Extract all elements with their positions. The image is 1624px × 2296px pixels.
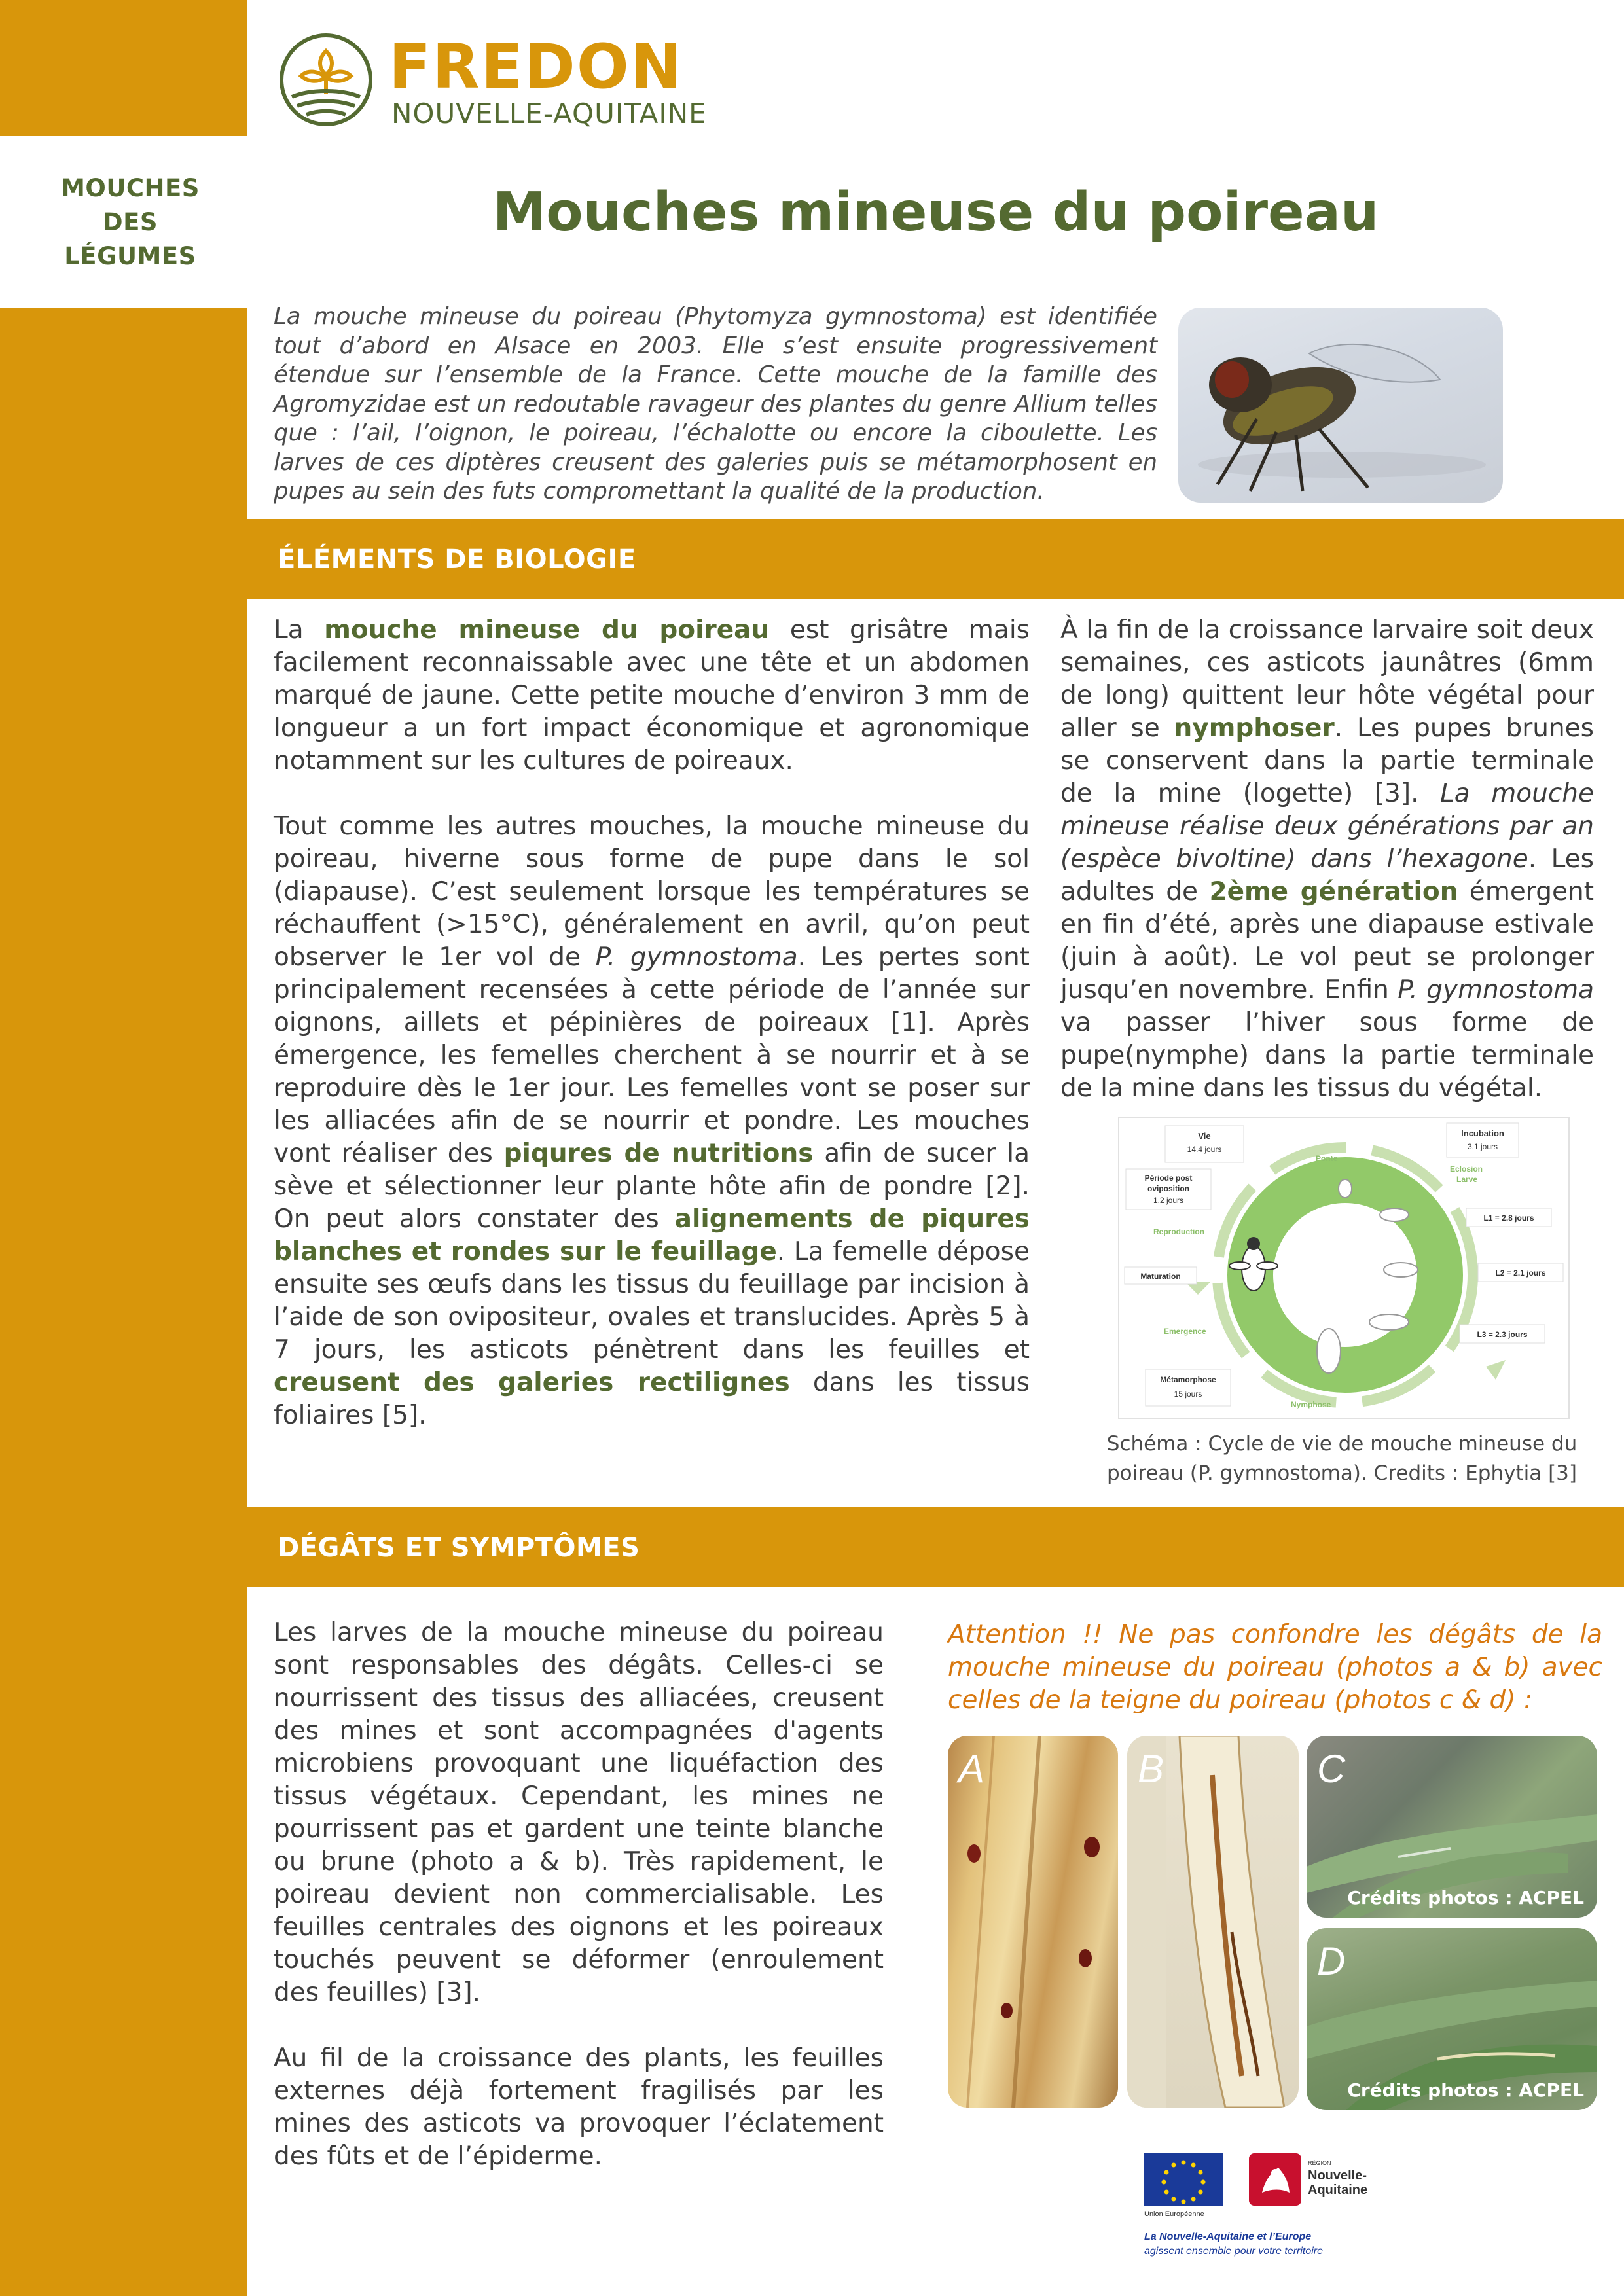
eu-flag-icon (1144, 2153, 1223, 2206)
section-title-biology: ÉLÉMENTS DE BIOLOGIE (278, 545, 636, 575)
cycle-stage: Eclosion (1450, 1164, 1483, 1174)
text-run: Tout comme les autres mouches, la mouche mineuse du poireau, hiverne sous forme de pupe dans le sol (diapause). C’est seulement lorsque les températures se réchauffent (>15°C), généralement en avril, qu’on peut observer le 1er vol de (274, 812, 1030, 972)
side-bar (0, 0, 247, 2296)
cycle-stage: Larve (1456, 1175, 1478, 1184)
highlight-text: nymphoser (1174, 713, 1335, 743)
photo-b (1127, 1736, 1299, 2108)
damage-paragraph: Au fil de la croissance des plants, les feuilles externes déjà fortement fragilisés par les mines des asticots va provoquer l’éclatement des fûts et de l’épiderme. (274, 2043, 884, 2171)
biology-left-column (274, 614, 1030, 1432)
cycle-value: 1.2 jours (1153, 1196, 1184, 1205)
partner-logos (1144, 2153, 1406, 2284)
photo-letter: D (1317, 1939, 1346, 1983)
category-line: MOUCHES (61, 174, 200, 202)
text-run: . Les pertes sont principalement recensées à cette période de l’année sur oignons, aillets et pépinières de poireaux [1]. Après émergence, les femelles cherchent à se nourrir et à se reproduire dès le 1er jour. Les femelles vont se poser sur les alliacées afin de se nourrir et pondre. Les mouches vont réaliser des (274, 942, 1030, 1168)
page-title: Mouches mineuse du poireau (492, 181, 1379, 243)
photo-credit: Crédits photos : ACPEL (1347, 2079, 1584, 2101)
partner-tagline: La Nouvelle-Aquitaine et l’Europe (1144, 2231, 1312, 2242)
text-run: émergent en fin d’été, après une diapause estivale (juin à août). Le vol peut se prolonger jusqu’en novembre. Enfin (1060, 877, 1594, 1005)
fredon-logo (278, 31, 801, 136)
photo-letter: A (958, 1747, 985, 1791)
fly-photo (1178, 308, 1503, 503)
cycle-label: Maturation (1140, 1272, 1181, 1281)
cycle-value: 15 jours (1174, 1390, 1202, 1399)
region-logo-icon (1249, 2153, 1301, 2206)
cycle-value: 14.4 jours (1187, 1145, 1222, 1154)
highlight-text: mouche mineuse du poireau (324, 615, 770, 645)
text-run: afin de sucer la sève et sélectionner leur plante hôte afin de pondre [2]. On peut alors constater des (274, 1139, 1030, 1234)
fredon-leaf-icon (278, 31, 374, 128)
species-name: P. gymnostoma (1398, 975, 1594, 1005)
warning-text: Attention !! Ne pas confondre les dégâts de la mouche mineuse du poireau (photos a & b) avec celles de la teigne du poireau (photos c & d) : (948, 1620, 1602, 1715)
category-label (26, 171, 234, 274)
species-name: P. gymnostoma (595, 942, 798, 972)
text-run: . La femelle dépose ensuite ses œufs dans les tissus du feuillage par incision à l’aide de son ovipositeur, ovales et translucides. Après 5 à 7 jours, les asticots pénètrent dans les feuilles et (274, 1237, 1030, 1365)
text-run: À la fin de la croissance larvaire soit deux semaines, ces asticots jaunâtres (6mm de long) quittent leur hôte végétal pour aller se (1060, 615, 1594, 743)
biology-paragraph (1060, 614, 1594, 1105)
cycle-label: Vie (1198, 1131, 1211, 1141)
text-run: dans les tissus foliaires [5]. (274, 1368, 1030, 1430)
photo-b-detail (1127, 1736, 1299, 2108)
biology-right-column (1060, 614, 1594, 1105)
logo-region: NOUVELLE-AQUITAINE (391, 98, 707, 130)
category-line: DES (102, 208, 158, 236)
cycle-stage: Reproduction (1153, 1227, 1204, 1236)
caption-line: Schéma : Cycle de vie de mouche mineuse du (1106, 1432, 1578, 1456)
text-run: va passer l’hiver sous forme de pupe(nymphe) dans la partie terminale de la mine dans les tissus du végétal. (1060, 1008, 1594, 1103)
cycle-value: L1 = 2.8 jours (1483, 1213, 1534, 1223)
cycle-label: oviposition (1147, 1184, 1189, 1193)
fly-illustration (1178, 308, 1503, 503)
photo-credit: Crédits photos : ACPEL (1347, 1887, 1584, 1909)
caption-line: poireau (P. gymnostoma). Credits : Ephytia [3] (1107, 1462, 1577, 1485)
text-run: est grisâtre mais facilement reconnaissable avec une tête et un abdomen marqué de jaune. Cette petite mouche d’environ 3 mm de longueur a un fort impact économique et agronomique notamment sur les cultures de poireaux. (274, 615, 1030, 776)
category-line: LÉGUMES (64, 242, 196, 270)
cycle-label: Incubation (1461, 1128, 1504, 1138)
biology-paragraph (274, 614, 1030, 778)
section-title-damage: DÉGÂTS ET SYMPTÔMES (278, 1533, 640, 1563)
photo-d (1307, 1928, 1597, 2110)
cycle-value: 3.1 jours (1467, 1142, 1498, 1151)
cycle-label: Métamorphose (1160, 1375, 1216, 1384)
text-run: . Les adultes de (1060, 844, 1594, 906)
highlight-text: piqures de nutritions (503, 1139, 814, 1168)
cycle-value: L2 = 2.1 jours (1495, 1268, 1546, 1278)
photo-a-detail (948, 1736, 1118, 2108)
cycle-stage: Emergence (1164, 1327, 1206, 1336)
logo-name: FREDON (389, 31, 683, 103)
photo-letter: B (1138, 1747, 1164, 1791)
partner-tagline: agissent ensemble pour votre territoire (1144, 2246, 1324, 2257)
photo-a (948, 1736, 1118, 2108)
diagram-caption (1060, 1429, 1623, 1488)
biology-paragraph (274, 810, 1030, 1432)
region-small-label: RÉGION (1308, 2160, 1331, 2166)
highlight-text: alignements de piqures blanches et rondes sur le feuillage (274, 1204, 1030, 1266)
text-run: . Les pupes brunes se conservent dans la partie terminale de la mine (logette) [3]. (1060, 713, 1594, 808)
region-name: Nouvelle- (1308, 2168, 1367, 2183)
life-cycle-diagram (1118, 1117, 1570, 1419)
cycle-value: L3 = 2.3 jours (1477, 1330, 1528, 1339)
cycle-stage: Ponte (1316, 1154, 1338, 1163)
highlight-text: 2ème génération (1209, 877, 1458, 906)
region-name: Aquitaine (1308, 2183, 1368, 2197)
damage-left-column (274, 1617, 884, 2173)
damage-paragraph: Les larves de la mouche mineuse du poireau sont responsables des dégâts. Celles-ci se nourrissent des tissus des alliacées, creusent des mines et sont accompagnées d'agents microbiens provoquant une liquéfaction des tissus végétaux. Cependant, les mines ne pourrissent pas et gardent une teinte blanche ou brune (photo a & b). Très rapidement, le poireau devient non commercialisable. Les feuilles centrales des oignons et les poireaux touchés peuvent se déformer (enroulement des feuilles) [3]. (274, 1618, 884, 2007)
life-cycle-svg (1119, 1118, 1571, 1420)
cycle-label: Période post (1144, 1174, 1193, 1183)
photo-letter: C (1317, 1747, 1346, 1791)
cycle-stage: Nymphose (1291, 1400, 1331, 1409)
highlight-text: creusent des galeries rectilignes (274, 1368, 790, 1397)
intro-text: La mouche mineuse du poireau (Phytomyza gymnostoma) est identifiée tout d’abord en Alsace en 2003. Elle s’est ensuite progressivement étendue sur l’ensemble de la France. Cette mouche de la famille des Agromyzidae est un redoutable ravageur des plantes du genre Allium telles que : l’ail, l’oignon, le poireau, l’échalotte ou encore la ciboulette. Les larves de ces diptères creusent des galeries puis se métamorphosent en pupes au sein des futs compromettant la qualité de la production. (274, 303, 1157, 505)
partner-logos-svg (1144, 2153, 1406, 2284)
text-run: La (274, 615, 325, 645)
photo-c (1307, 1736, 1597, 1918)
eu-label: Union Européenne (1144, 2210, 1204, 2218)
italic-text: La mouche mineuse réalise deux générations par an (espèce bivoltine) dans l’hexagone (1060, 779, 1595, 874)
